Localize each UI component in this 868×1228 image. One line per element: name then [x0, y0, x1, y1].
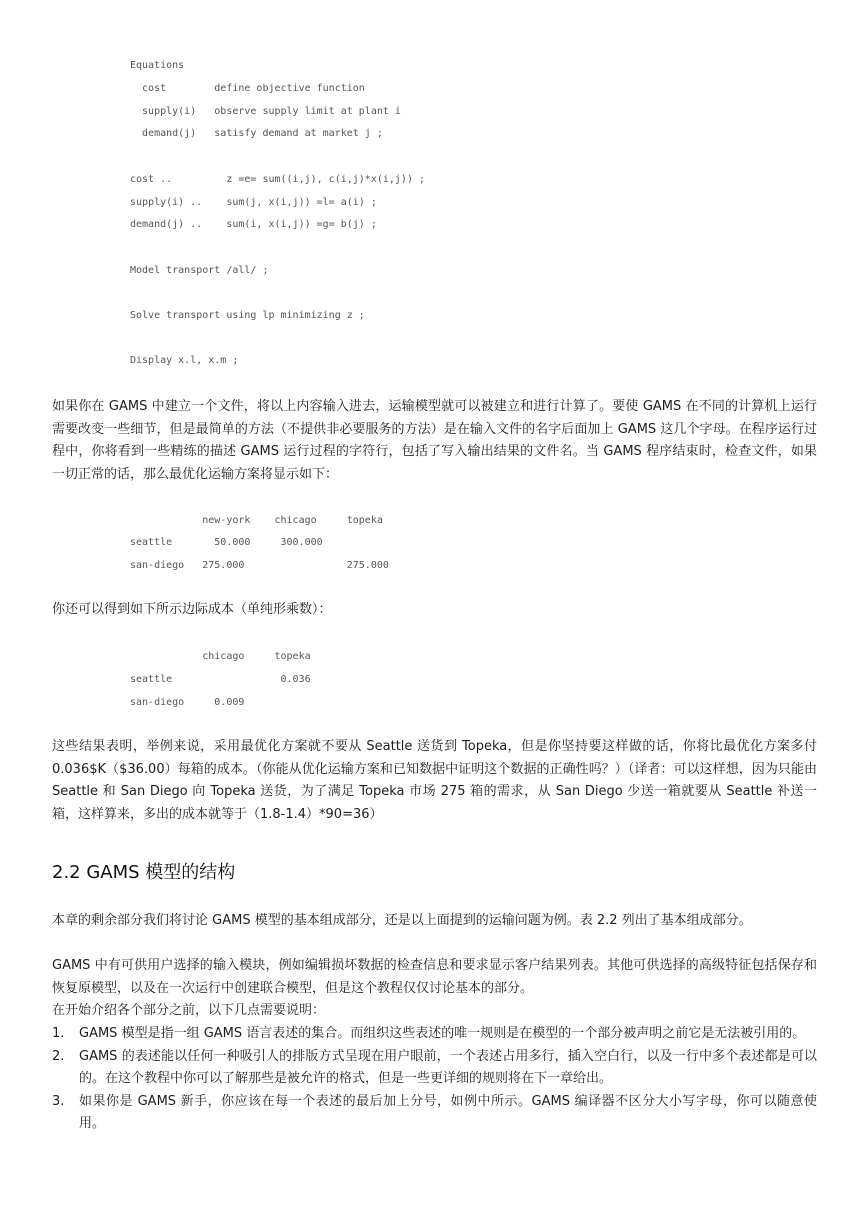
- code-solve-statement: Solve transport using lp minimizing z ;: [130, 310, 365, 321]
- list-item: [52, 1046, 817, 1091]
- marginal-table-row-seattle: seattle 0.036: [130, 674, 311, 685]
- paragraph-components: 本章的剩余部分我们将讨论 GAMS 模型的基本组成部分，还是以上面提到的运输问题为例。表 2.2 列出了基本组成部分。: [52, 913, 752, 928]
- list-item-text: 如果你是 GAMS 新手，你应该在每一个表述的最后加上分号，如例中所示。GAMS 编译器不区分大小写字母，你可以随意使用。: [79, 1093, 817, 1131]
- code-def-cost: cost .. z =e= sum((i,j), c(i,j)*x(i,j)) ;: [130, 174, 426, 185]
- code-def-supply: supply(i) .. sum(j, x(i,j)) =l= a(i) ;: [130, 197, 377, 208]
- list-item-text: GAMS 模型是指一组 GAMS 语言表述的集合。而组织这些表述的唯一规则是在模型的一个部分被声明之前它是无法被引用的。: [79, 1026, 806, 1041]
- code-eq-demand: demand(j) satisfy demand at market j ;: [130, 128, 383, 139]
- paragraph-intro: 如果你在 GAMS 中建立一个文件，将以上内容输入进去，运输模型就可以被建立和进行计算了。要使 GAMS 在不同的计算机上运行需要改变一些细节，但是最简单的方法（不提供非必要服务的方法）是在输入文件的名字后面加上 GAMS 这几个字母。在程序运行过程中，你将看到一些精练的描述 GAMS 运行过程的字符行，包括了写入输出结果的文件名。当 GAMS 程序结束时，检查文件，如果一切正常的话，那么最优化运输方案将显示如下：: [52, 399, 817, 482]
- paragraph-marginal: 你还可以得到如下所示边际成本（单纯形乘数）：: [52, 602, 332, 617]
- result-table-header: new-york chicago topeka: [130, 515, 383, 526]
- result-table-row-seattle: seattle 50.000 300.000: [130, 537, 323, 548]
- list-item-text: GAMS 的表述能以任何一种吸引人的排版方式呈现在用户眼前，一个表述占用多行，插入空白行，以及一行中多个表述都是可以的。在这个教程中你可以了解那些是被允许的格式，但是一些更详细的规则将在下一章给出。: [79, 1048, 817, 1086]
- code-model-statement: Model transport /all/ ;: [130, 265, 269, 276]
- notes-list: [52, 1023, 817, 1136]
- code-display-statement: Display x.l, x.m ;: [130, 355, 239, 366]
- section-heading: 2.2 GAMS 模型的结构: [52, 862, 236, 883]
- list-item: [52, 1023, 817, 1046]
- marginal-table-row-san-diego: san-diego 0.009: [130, 697, 245, 708]
- code-equations-header: Equations: [130, 60, 185, 71]
- code-eq-supply: supply(i) observe supply limit at plant i: [130, 106, 401, 117]
- paragraph-optional-modules: GAMS 中有可供用户选择的输入模块，例如编辑损坏数据的检查信息和要求显示客户结果列表。其他可供选择的高级特征包括保存和恢复原模型，以及在一次运行中创建联合模型，但是这个教程仅仅讨论基本的部分。: [52, 958, 817, 996]
- code-eq-cost: cost define objective function: [130, 83, 365, 94]
- result-table-row-san-diego: san-diego 275.000 275.000: [130, 560, 389, 571]
- code-def-demand: demand(j) .. sum(i, x(i,j)) =g= b(j) ;: [130, 219, 377, 230]
- paragraph-results: 这些结果表明，举例来说，采用最优化方案就不要从 Seattle 送货到 Topeka，但是你坚持要这样做的话，你将比最优化方案多付 0.036$K（$36.00）每箱的成本。（你能从优化运输方案和已知数据中证明这个数据的正确性吗？）（译者：可以这样想，因为只能由 Seattle 和 San Diego 向 Topeka 送货，为了满足 Topeka 市场 275 箱的需求，从 San Diego 少送一箱就要从 Seattle 补送一箱，这样算来，多出的成本就等于（1.8-1.4）*90=36）: [52, 739, 817, 822]
- list-item-number: 2.: [52, 1048, 65, 1064]
- paragraph-notes-intro: 在开始介绍各个部分之前，以下几点需要说明：: [52, 1003, 326, 1018]
- list-item: [52, 1091, 817, 1136]
- list-item-number: 3.: [52, 1093, 65, 1109]
- marginal-table-header: chicago topeka: [130, 651, 311, 662]
- list-item-number: 1.: [52, 1026, 65, 1041]
